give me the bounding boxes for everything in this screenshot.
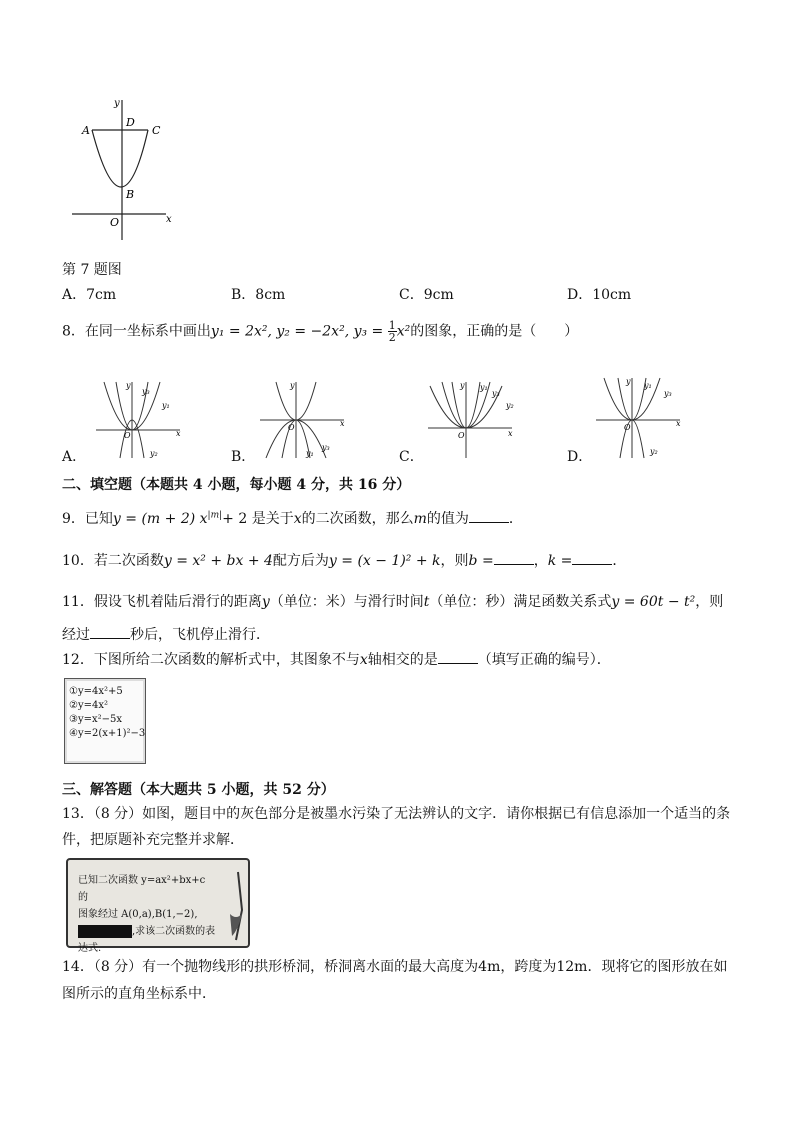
- svg-text:y: y: [460, 381, 465, 390]
- q12-eq-1: ①y=4x²+5: [69, 686, 123, 697]
- svg-text:y₂: y₂: [506, 401, 514, 410]
- q13-stained-problem: 已知二次函数 y=ax²+bx+c 的 图象经过 A(0,a),B(1,−2), ,求该二次函数的表 达式.: [66, 858, 250, 948]
- q8-graph-c: [424, 378, 520, 460]
- section2-title: 二、填空题（本题共 4 小题，每小题 4 分，共 16 分）: [62, 477, 411, 493]
- q7-caption: 第 7 题图: [62, 262, 122, 278]
- svg-text:y: y: [126, 381, 131, 390]
- svg-text:y₁: y₁: [306, 449, 314, 458]
- q7-label-b: B: [126, 188, 135, 201]
- q10-stem: 10．若二次函数y = x² + bx + 4配方后为y = (x − 1)² + k，则b = ，k = ．: [62, 553, 627, 569]
- q14-line2: 图所示的直角坐标系中．: [62, 986, 216, 1002]
- section3-title: 三、解答题（本大题共 5 小题，共 52 分）: [62, 782, 335, 798]
- svg-text:y₁: y₁: [480, 383, 488, 392]
- ink-stain: [78, 925, 132, 938]
- q7-figure: [66, 94, 176, 244]
- q12-stem: 12．下图所给二次函数的解析式中，其图象不与x轴相交的是 （填写正确的编号）．: [62, 652, 611, 668]
- q11-line1: 11．假设飞机着陆后滑行的距离y（单位：米）与滑行时间t（单位：秒）满足函数关系式y = 60t − t²，则: [62, 594, 724, 610]
- svg-text:O: O: [458, 431, 465, 440]
- q8-option-b-letter: B．: [231, 449, 256, 465]
- q7-label-d: D: [126, 116, 135, 129]
- q7-label-x: x: [166, 214, 172, 225]
- svg-text:O: O: [288, 423, 295, 432]
- q7-option-b: B．8cm: [231, 287, 286, 303]
- q7-label-y: y: [114, 98, 120, 109]
- q12-eq-3: ③y=x²−5x: [69, 714, 123, 725]
- svg-text:x: x: [340, 419, 345, 428]
- q8-option-c-letter: C．: [399, 449, 424, 465]
- q8-option-d-letter: D．: [567, 449, 593, 465]
- svg-text:x: x: [508, 429, 513, 438]
- q12-eq-2: ②y=4x²: [69, 700, 109, 711]
- svg-text:y₃: y₃: [322, 443, 330, 452]
- q13-line1: 13．（8 分）如图，题目中的灰色部分是被墨水污染了无法辨认的文字．请你根据已有信息添加一个适当的条: [62, 806, 731, 822]
- svg-text:y: y: [290, 381, 295, 390]
- q12-equation-box: [64, 678, 146, 764]
- q7-option-c: C．9cm: [399, 287, 454, 303]
- svg-text:y₂: y₂: [650, 447, 658, 456]
- q12-eq-4: ④y=2(x+1)²−3: [69, 728, 146, 739]
- q7-option-a: A．7cm: [62, 287, 117, 303]
- q8-stem: 8．在同一坐标系中画出y₁ = 2x², y₂ = −2x², y₃ = $\frac{1}{2}$ x²的图象，正确的是（ ）: [62, 319, 579, 344]
- q8-graph-a: [92, 378, 188, 460]
- q7-label-o: O: [110, 216, 120, 229]
- svg-text:y₃: y₃: [142, 387, 150, 396]
- q14-line1: 14．（8 分）有一个抛物线形的拱形桥洞，桥洞离水面的最大高度为4m，跨度为12m．现将它的图形放在如: [62, 959, 728, 975]
- svg-text:y₂: y₂: [150, 449, 158, 458]
- q13-line2: 件，把原题补充完整并求解．: [62, 832, 244, 848]
- q11-line2: 经过 秒后，飞机停止滑行．: [62, 627, 270, 643]
- svg-text:O: O: [124, 431, 131, 440]
- svg-text:x: x: [176, 429, 181, 438]
- q8-graph-d: [592, 374, 688, 460]
- q9-answer-blank: [469, 510, 509, 523]
- svg-text:y₃: y₃: [492, 389, 500, 398]
- q7-option-d: D．10cm: [567, 287, 632, 303]
- q9-stem: 9．已知y = (m + 2) $x^{|m|}+ 2$ 是关于x的二次函数，那么m的值为 ．: [62, 510, 523, 527]
- q8-graph-b: [256, 378, 352, 460]
- q8-option-a-letter: A．: [62, 449, 87, 465]
- q10-b-blank: [494, 552, 534, 565]
- q10-k-blank: [572, 552, 612, 565]
- q7-label-a: A: [82, 124, 90, 137]
- svg-text:O: O: [624, 423, 631, 432]
- svg-text:y₃: y₃: [664, 389, 672, 398]
- svg-text:x: x: [676, 419, 681, 428]
- svg-text:y: y: [626, 377, 631, 386]
- svg-text:y₁: y₁: [644, 381, 652, 390]
- q7-label-c: C: [152, 124, 161, 137]
- svg-text:y₁: y₁: [162, 401, 170, 410]
- q12-answer-blank: [438, 651, 478, 664]
- q11-answer-blank: [90, 626, 130, 639]
- quill-pen-icon: [224, 870, 246, 942]
